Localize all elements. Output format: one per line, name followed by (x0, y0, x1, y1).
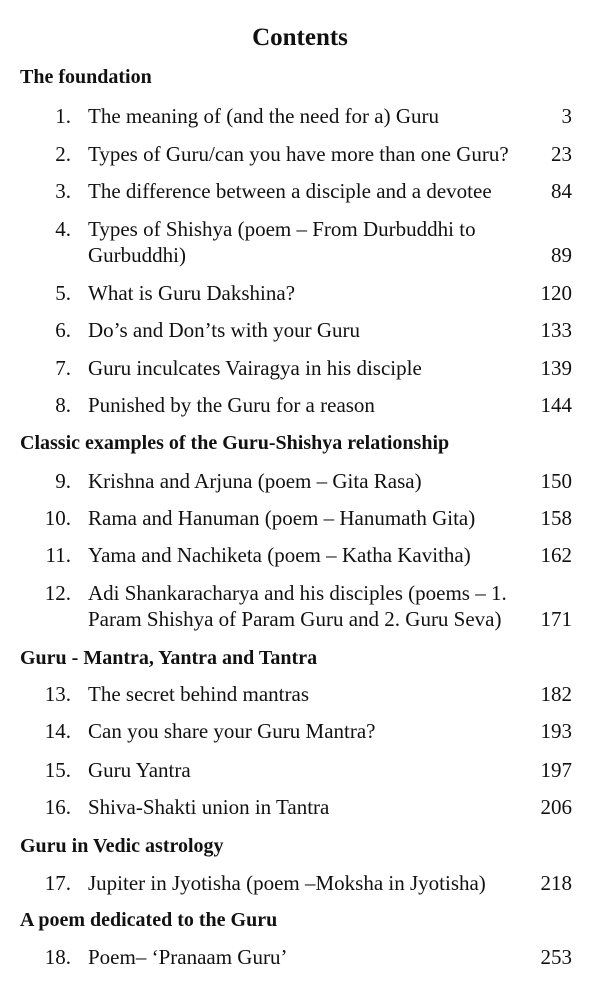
entry-number: 8. (55, 393, 71, 417)
entry-page-number: 253 (540, 945, 572, 969)
entry-title: Types of Guru/can you have more than one Guru? (88, 142, 509, 166)
section-heading: Guru in Vedic astrology (20, 835, 224, 857)
entry-number: 17. (44, 871, 71, 895)
entry-title: What is Guru Dakshina? (88, 281, 296, 305)
entry-page-number: 139 (540, 356, 572, 380)
entry-number: 11. (45, 543, 71, 567)
entry-title-continued: Param Shishya of Param Guru and 2. Guru Seva) (88, 607, 502, 631)
entry-title: Guru inculcates Vairagya in his disciple (88, 356, 422, 380)
entry-title: The secret behind mantras (88, 682, 309, 706)
entry-page-number: 197 (540, 758, 572, 782)
entry-title: The meaning of (and the need for a) Guru (88, 104, 440, 128)
entry-title: Adi Shankaracharya and his disciples (poems – 1. Param Shishya of Param Guru and 2. Guru Seva) (88, 581, 507, 631)
entry-title: Rama and Hanuman (poem – Hanumath Gita) (88, 506, 476, 530)
entry-number: 3. (55, 179, 71, 203)
entry-page-number: 158 (540, 506, 572, 530)
entry-number: 4. (55, 217, 71, 241)
entry-page-number: 193 (540, 719, 572, 743)
section-heading: Guru - Mantra, Yantra and Tantra (20, 647, 318, 669)
entry-title: Shiva-Shakti union in Tantra (88, 795, 330, 819)
entry-number: 7. (55, 356, 71, 380)
entry-title: Types of Shishya (poem – From Durbuddhi to Gurbuddhi) (88, 217, 476, 267)
entry-number: 16. (44, 795, 71, 819)
entry-title: Yama and Nachiketa (poem – Katha Kavitha) (88, 543, 471, 567)
entry-number: 15. (44, 758, 71, 782)
entry-number: 1. (55, 104, 71, 128)
entry-page-number: 182 (540, 682, 572, 706)
entry-number: 10. (44, 506, 71, 530)
entry-page-number: 150 (540, 469, 572, 493)
entry-page-number: 23 (551, 142, 572, 166)
entry-page-number: 133 (540, 318, 572, 342)
section-heading: A poem dedicated to the Guru (20, 909, 278, 931)
entry-number: 2. (55, 142, 71, 166)
entry-page-number: 206 (540, 795, 572, 819)
entry-number: 13. (44, 682, 71, 706)
entry-page-number: 84 (551, 179, 572, 203)
entry-page-number: 120 (540, 281, 572, 305)
entry-number: 5. (55, 281, 71, 305)
entry-number: 6. (55, 318, 71, 342)
entry-title: Can you share your Guru Mantra? (88, 719, 376, 743)
entry-title: Punished by the Guru for a reason (88, 393, 375, 417)
entry-page-number: 89 (551, 243, 572, 267)
entry-title-continued: Gurbuddhi) (88, 243, 186, 267)
section-heading: The foundation (20, 66, 152, 88)
entry-page-number: 3 (561, 104, 572, 128)
page-title: Contents (252, 24, 348, 51)
entry-title: The difference between a disciple and a devotee (88, 179, 492, 203)
entry-number: 12. (44, 581, 71, 605)
entry-number: 14. (44, 719, 71, 743)
entry-number: 9. (55, 469, 71, 493)
entry-page-number: 171 (540, 607, 572, 631)
section-heading: Classic examples of the Guru-Shishya relationship (20, 432, 450, 454)
entry-number: 18. (44, 945, 71, 969)
entry-title: Do’s and Don’ts with your Guru (88, 318, 361, 342)
entry-page-number: 218 (540, 871, 572, 895)
entry-page-number: 144 (540, 393, 572, 417)
entry-title: Guru Yantra (88, 758, 191, 782)
entry-title: Jupiter in Jyotisha (poem –Moksha in Jyotisha) (88, 871, 486, 895)
entry-page-number: 162 (540, 543, 572, 567)
entry-title: Poem– ‘Pranaam Guru’ (88, 945, 288, 969)
entry-title: Krishna and Arjuna (poem – Gita Rasa) (88, 469, 422, 493)
